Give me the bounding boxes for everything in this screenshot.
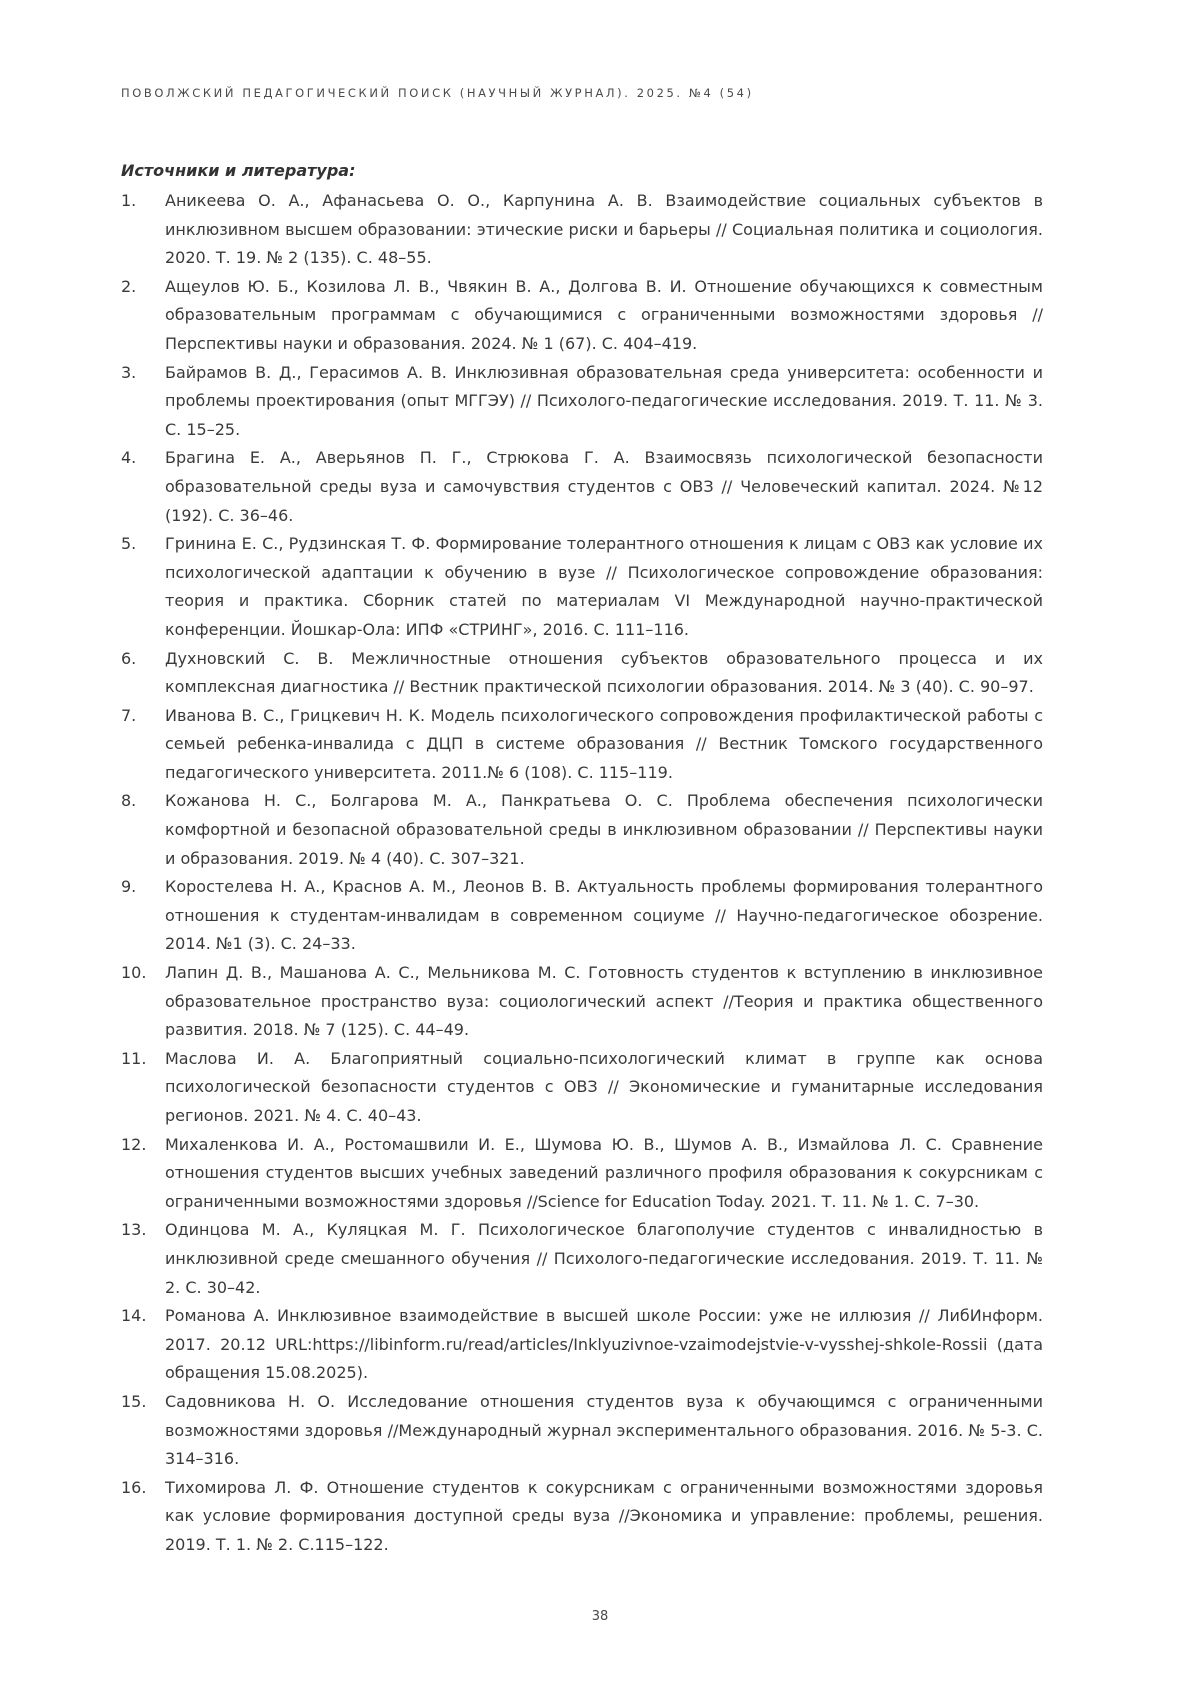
reference-number: 3. bbox=[121, 362, 137, 382]
reference-item bbox=[121, 1302, 1043, 1388]
reference-number: 1. bbox=[121, 191, 137, 210]
reference-text: Маслова И. А. Благоприятный социально-психологический климат в группе как основа психологической безопасности студентов с ОВЗ // Экономические и гуманитарные исследования регионов. 2021. № 4. С. 40–43. bbox=[165, 1048, 1043, 1125]
reference-number: 16. bbox=[121, 1477, 147, 1497]
reference-number: 12. bbox=[121, 1134, 147, 1154]
reference-text: Байрамов В. Д., Герасимов А. В. Инклюзивная образовательная среда университета: особенности и проблемы проектирования (опыт МГГЭУ) // Психолого-педагогические исследования. 2019. Т. 11. № 3. С. 15–25. bbox=[165, 362, 1043, 439]
reference-text: Романова А. Инклюзивное взаимодействие в высшей школе России: уже не иллюзия // ЛибИнформ. 2017. 20.12 URL:https://libinform.ru/read/articles/Inklyuzivnoe-vzaimodejstvie-v-vysshej-shkole-Rossii (дата обращения 15.08.2025). bbox=[165, 1306, 1043, 1383]
reference-number: 4. bbox=[121, 448, 137, 468]
reference-text: Иванова В. С., Грицкевич Н. К. Модель психологического сопровождения профилактической работы с семьей ребенка-инвалида с ДЦП в системе образования // Вестник Томского государственного педагогического университета. 2011.№ 6 (108). С. 115–119. bbox=[165, 705, 1043, 782]
reference-item bbox=[121, 645, 1043, 702]
reference-number: 7. bbox=[121, 705, 137, 725]
reference-text: Одинцова М. А., Куляцкая М. Г. Психологическое благополучие студентов с инвалидностью в инклюзивной среде смешанного обучения // Психолого-педагогические исследования. 2019. Т. 11. № 2. С. 30–42. bbox=[165, 1220, 1043, 1297]
reference-item bbox=[121, 530, 1043, 644]
reference-number: 8. bbox=[121, 791, 137, 811]
reference-item bbox=[121, 1216, 1043, 1302]
reference-item bbox=[121, 1045, 1043, 1131]
reference-item bbox=[121, 1388, 1043, 1474]
reference-number: 2. bbox=[121, 276, 137, 296]
reference-text: Гринина Е. С., Рудзинская Т. Ф. Формирование толерантного отношения к лицам с ОВЗ как условие их психологической адаптации к обучению в вузе // Психологическое сопровождение образования: теория и практика. Сборник статей по материалам VI Международной научно-практической конференции. Йошкар-Ола: ИПФ «СТРИНГ», 2016. С. 111–116. bbox=[165, 534, 1043, 639]
reference-text: Михаленкова И. А., Ростомашвили И. Е., Шумова Ю. В., Шумов А. В., Измайлова Л. С. Сравнение отношения студентов высших учебных заведений различного профиля образования к сокурсникам с ограниченными возможностями здоровья //Science for Education Today. 2021. Т. 11. № 1. С. 7–30. bbox=[165, 1134, 1043, 1211]
reference-number: 6. bbox=[121, 648, 137, 668]
reference-text: Садовникова Н. О. Исследование отношения студентов вуза к обучающимся с ограниченными возможностями здоровья //Международный журнал экспериментального образования. 2016. № 5-3. С. 314–316. bbox=[165, 1391, 1043, 1469]
reference-list bbox=[121, 187, 1043, 1560]
reference-item bbox=[121, 702, 1043, 788]
reference-item bbox=[121, 359, 1043, 445]
reference-item bbox=[121, 1131, 1043, 1217]
references-section bbox=[121, 158, 1043, 1560]
reference-text: Кожанова Н. С., Болгарова М. А., Панкратьева О. С. Проблема обеспечения психологически комфортной и безопасной образовательной среды в инклюзивном образовании // Перспективы науки и образования. 2019. № 4 (40). С. 307–321. bbox=[165, 791, 1043, 868]
reference-item bbox=[121, 1474, 1043, 1560]
reference-text: Духновский С. В. Межличностные отношения субъектов образовательного процесса и их комплексная диагностика // Вестник практической психологии образования. 2014. № 3 (40). С. 90–97. bbox=[165, 648, 1043, 697]
reference-item bbox=[121, 959, 1043, 1045]
reference-text: Брагина Е. А., Аверьянов П. Г., Стрюкова Г. А. Взаимосвязь психологической безопасности образовательной среды вуза и самочувствия студентов с ОВЗ // Человеческий капитал. 2024. №12 (192). С. 36–46. bbox=[165, 448, 1043, 525]
reference-number: 11. bbox=[121, 1048, 147, 1068]
reference-text: Тихомирова Л. Ф. Отношение студентов к сокурсникам с ограниченными возможностями здоровья как условие формирования доступной среды вуза //Экономика и управление: проблемы, решения. 2019. Т. 1. № 2. С.115–122. bbox=[165, 1477, 1043, 1554]
reference-text: Коростелева Н. А., Краснов А. М., Леонов В. В. Актуальность проблемы формирования толерантного отношения к студентам-инвалидам в современном социуме // Научно-педагогическое обозрение. 2014. №1 (3). С. 24–33. bbox=[165, 877, 1043, 954]
reference-text: Ащеулов Ю. Б., Козилова Л. В., Чвякин В. А., Долгова В. И. Отношение обучающихся к совместным образовательным программам с обучающимися с ограниченными возможностями здоровья // Перспективы науки и образования. 2024. № 1 (67). С. 404–419. bbox=[165, 276, 1043, 353]
reference-number: 9. bbox=[121, 877, 137, 897]
running-header: ПОВОЛЖСКИЙ ПЕДАГОГИЧЕСКИЙ ПОИСК (НАУЧНЫЙ ЖУРНАЛ). 2025. №4 (54) bbox=[121, 86, 754, 100]
reference-item bbox=[121, 873, 1043, 959]
reference-number: 14. bbox=[121, 1306, 147, 1326]
reference-number: 5. bbox=[121, 534, 137, 554]
reference-number: 15. bbox=[121, 1391, 147, 1411]
reference-item bbox=[121, 444, 1043, 530]
reference-text: Лапин Д. В., Машанова А. С., Мельникова М. С. Готовность студентов к вступлению в инклюзивное образовательное пространство вуза: социологический аспект //Теория и практика общественного развития. 2018. № 7 (125). С. 44–49. bbox=[165, 963, 1043, 1040]
reference-text: Аникеева О. А., Афанасьева О. О., Карпунина А. В. Взаимодействие социальных субъектов в инклюзивном высшем образовании: этические риски и барьеры // Социальная политика и социология. 2020. Т. 19. № 2 (135). С. 48–55. bbox=[165, 191, 1043, 268]
reference-item bbox=[121, 273, 1043, 359]
reference-item bbox=[121, 787, 1043, 873]
reference-number: 13. bbox=[121, 1220, 147, 1240]
page-number: 38 bbox=[591, 1609, 609, 1624]
references-title: Источники и литература: bbox=[121, 161, 356, 180]
reference-item bbox=[121, 187, 1043, 273]
reference-number: 10. bbox=[121, 963, 147, 983]
